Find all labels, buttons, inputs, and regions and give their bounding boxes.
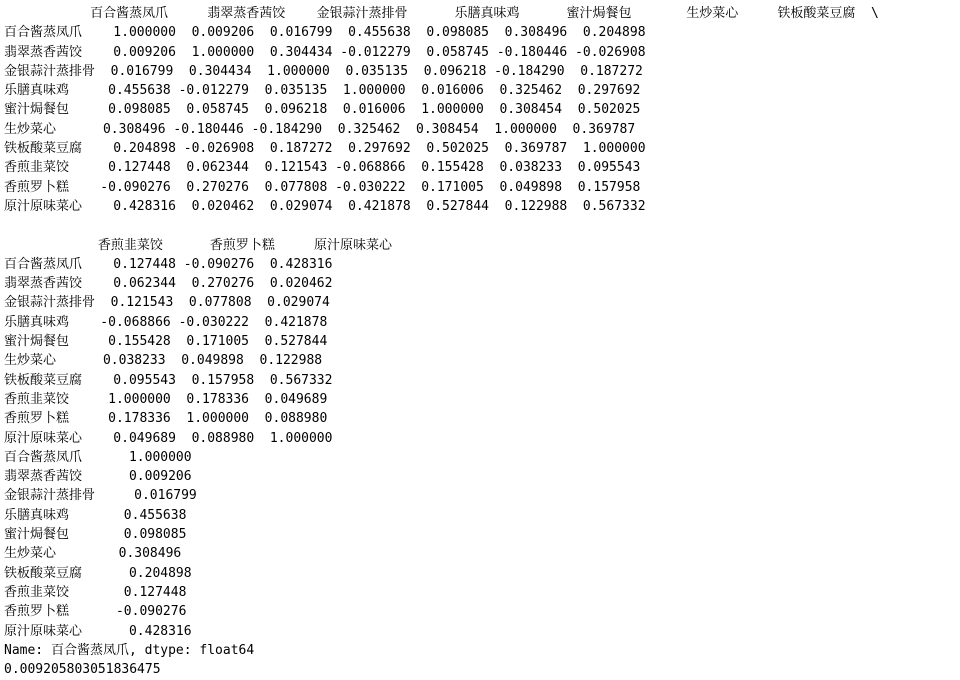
series-footer: Name: 百合酱蒸凤爪, dtype: float64 (4, 642, 255, 658)
series-row: 香煎罗卜糕 -0.090276 (4, 604, 187, 620)
table-row: 铁板酸菜豆腐 0.204898 -0.026908 0.187272 0.297692 0.502025 0.369787 1.000000 (4, 141, 646, 157)
series-row: 乐膳真味鸡 0.455638 (4, 507, 187, 523)
table-row: 翡翠蒸香茜饺 0.062344 0.270276 0.020462 (4, 276, 333, 292)
table-row: 百合酱蒸凤爪 1.000000 0.009206 0.016799 0.455638 0.098085 0.308496 0.204898 (4, 25, 646, 41)
table-row: 蜜汁焗餐包 0.155428 0.171005 0.527844 (4, 334, 328, 350)
series-output (4, 448, 960, 660)
series-row: 香煎韭菜饺 0.127448 (4, 584, 187, 600)
table-row: 蜜汁焗餐包 0.098085 0.058745 0.096218 0.016006 1.000000 0.308454 0.502025 (4, 102, 641, 118)
table-row: 翡翠蒸香茜饺 0.009206 1.000000 0.304434 -0.012279 0.058745 -0.180446 -0.026908 (4, 44, 646, 60)
series-row: 百合酱蒸凤爪 1.000000 (4, 449, 192, 465)
table-row: 原汁原味菜心 0.428316 0.020462 0.029074 0.421878 0.527844 0.122988 0.567332 (4, 198, 646, 214)
correlation-table-part-1 (4, 4, 960, 216)
table-row: 原汁原味菜心 0.049689 0.088980 1.000000 (4, 430, 333, 446)
table-row: 乐膳真味鸡 -0.068866 -0.030222 0.421878 (4, 314, 328, 330)
console-output (4, 4, 960, 679)
table-row: 香煎罗卜糕 0.178336 1.000000 0.088980 (4, 411, 328, 427)
scalar-output: 0.009205803051836475 (4, 662, 161, 678)
table-row: 金银蒜汁蒸排骨 0.016799 0.304434 1.000000 0.035135 0.096218 -0.184290 0.187272 (4, 63, 643, 79)
table-row: 香煎韭菜饺 0.127448 0.062344 0.121543 -0.068866 0.155428 0.038233 0.095543 (4, 160, 641, 176)
table-header: 百合酱蒸凤爪 翡翠蒸香茜饺 金银蒜汁蒸排骨 乐膳真味鸡 蜜汁焗餐包 生炒菜心 铁板酸菜豆腐 \ (4, 6, 879, 21)
table-row: 生炒菜心 0.308496 -0.180446 -0.184290 0.325462 0.308454 1.000000 0.369787 (4, 121, 636, 137)
series-row: 生炒菜心 0.308496 (4, 546, 182, 562)
blank-line (4, 216, 960, 235)
table-header: 香煎韭菜饺 香煎罗卜糕 原汁原味菜心 (4, 237, 393, 253)
series-row: 蜜汁焗餐包 0.098085 (4, 527, 187, 543)
table-row: 百合酱蒸凤爪 0.127448 -0.090276 0.428316 (4, 256, 333, 272)
table-row: 生炒菜心 0.038233 0.049898 0.122988 (4, 353, 323, 369)
series-row: 金银蒜汁蒸排骨 0.016799 (4, 488, 197, 504)
table-row: 乐膳真味鸡 0.455638 -0.012279 0.035135 1.000000 0.016006 0.325462 0.297692 (4, 83, 641, 99)
table-row: 金银蒜汁蒸排骨 0.121543 0.077808 0.029074 (4, 295, 330, 311)
series-row: 原汁原味菜心 0.428316 (4, 623, 192, 639)
series-row: 铁板酸菜豆腐 0.204898 (4, 565, 192, 581)
table-row: 香煎罗卜糕 -0.090276 0.270276 0.077808 -0.030222 0.171005 0.049898 0.157958 (4, 179, 641, 195)
table-row: 铁板酸菜豆腐 0.095543 0.157958 0.567332 (4, 372, 333, 388)
table-row: 香煎韭菜饺 1.000000 0.178336 0.049689 (4, 391, 328, 407)
correlation-table-part-2 (4, 236, 960, 448)
series-row: 翡翠蒸香茜饺 0.009206 (4, 469, 192, 485)
